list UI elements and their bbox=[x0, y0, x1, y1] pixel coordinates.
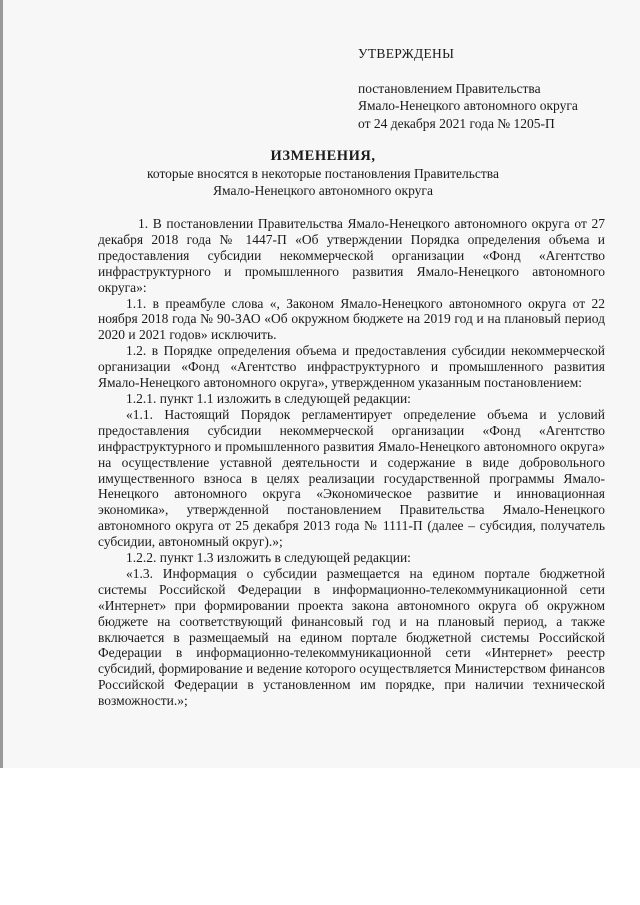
subtitle-line: которые вносятся в некоторые постановления Правительства bbox=[147, 166, 499, 181]
document-body bbox=[98, 216, 605, 709]
paragraph-quote-1-3: «1.3. Информация о субсидии размещается на едином портале бюджетной системы Российской Федерации в информационно-телекоммуникационной сети «Интернет» при формировании проекта закона автономного округа об окружном бюджете на соответствующий финансовый год и на плановый период, а также включается в размещаемый на едином портале бюджетной системы Российской Федерации в информационно-телекоммуникационной сети «Интернет» реестр субсидий, формирование и ведение которого осуществляется Министерством финансов Российской Федерации в установленном им порядке, при наличии технической возможности.»; bbox=[98, 565, 605, 709]
subtitle-line: Ямало-Ненецкого автономного округа bbox=[213, 183, 433, 198]
approval-heading: УТВЕРЖДЕНЫ bbox=[358, 46, 455, 61]
approval-line: Ямало-Ненецкого автономного округа bbox=[358, 98, 578, 113]
paragraph-1-2-2: 1.2.2. пункт 1.3 изложить в следующей редакции: bbox=[126, 550, 411, 566]
document-subtitle bbox=[3, 165, 640, 199]
approval-line: постановлением Правительства bbox=[358, 80, 541, 96]
paragraph-1-2-1: 1.2.1. пункт 1.1 изложить в следующей редакции: bbox=[126, 390, 411, 406]
approval-block bbox=[358, 45, 578, 132]
approval-line: от 24 декабря 2021 года № 1205-П bbox=[358, 115, 555, 131]
paragraph-quote-1-1: «1.1. Настоящий Порядок регламентирует определение объема и условий предоставления субсидии некоммерческой организации «Фонд «Агентство инфраструктурного и промышленного развития Ямало-Ненецкого автономного округа» на осуществление уставной деятельности и содержание в виде добровольного имущественного взноса в целях реализации государственной программы Ямало-Ненецкого автономного округа «Экономическое развитие и инновационная экономика», утвержденной постановлением Правительства Ямало-Ненецкого автономного округа от 25 декабря 2013 года № 1111-П (далее – субсидия, получатель субсидии, автономный округ).»; bbox=[98, 406, 605, 550]
paragraph-1: 1. В постановлении Правительства Ямало-Ненецкого автономного округа от 27 декабря 2018 года № 1447-П «Об утверждении Порядка определения объема и предоставления субсидии некоммерческой организации «Фонд «Агентство инфраструктурного и промышленного развития Ямало-Ненецкого автономного округа»: bbox=[98, 216, 605, 295]
document-title: ИЗМЕНЕНИЯ, bbox=[270, 148, 376, 164]
paragraph-1-1: 1.1. в преамбуле слова «, Законом Ямало-Ненецкого автономного округа от 22 ноября 2018 года № 90-ЗАО «Об окружном бюджете на 2019 год и на плановый период 2020 и 2021 годов» исключить. bbox=[98, 295, 605, 343]
paragraph-1-2: 1.2. в Порядке определения объема и предоставления субсидии некоммерческой организации «Фонд «Агентство инфраструктурного и промышленного развития Ямало-Ненецкого автономного округа», утвержденном указанным постановлением: bbox=[98, 343, 605, 391]
